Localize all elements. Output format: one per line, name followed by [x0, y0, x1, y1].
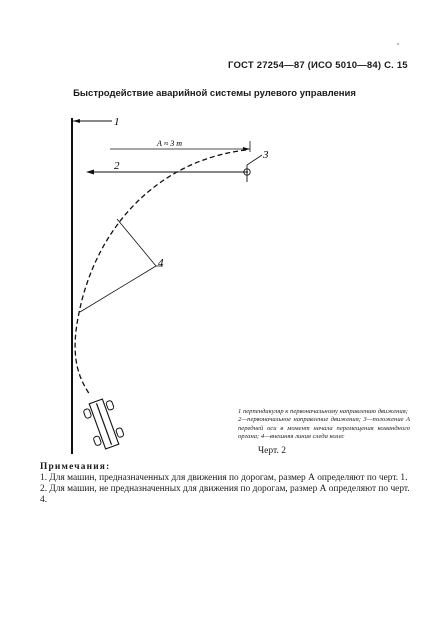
- note-item: 2. Для машин, не предназначенных для движения по дорогам, размер А определяют по черт. 4.: [40, 484, 410, 505]
- note-item: 1. Для машин, предназначенных для движения по дорогам, размер А определяют по черт. 1.: [40, 473, 408, 483]
- leader-line-3: [247, 155, 262, 165]
- arrowhead: [73, 119, 80, 123]
- arrowhead: [86, 170, 94, 175]
- wheel-track-curve: [75, 150, 246, 395]
- wheel: [106, 400, 115, 411]
- label-2: 2: [114, 160, 120, 172]
- vehicle: [82, 396, 127, 451]
- legend-line: 1 перпендикуляр к первоначальному направлению движения;: [238, 408, 408, 415]
- leader-line-4a: [117, 219, 156, 266]
- wheel: [83, 408, 92, 419]
- legend-line: 2—первоначальное направление движения; 3—положение А передней оси в момент начала перемещения командного органа; 4—внешняя линия следа колес: [238, 416, 410, 441]
- notes-title: Примечания:: [40, 462, 111, 472]
- figure-caption: Черт. 2: [258, 446, 286, 456]
- label-1: 1: [114, 116, 120, 128]
- wheel: [93, 436, 102, 447]
- dimension-label: А ≈ 3 m: [157, 139, 183, 148]
- speck: [397, 43, 398, 44]
- label-3: 3: [263, 149, 269, 161]
- label-4: 4: [158, 257, 164, 269]
- page-header: ГОСТ 27254—87 (ИСО 5010—84) С. 15: [228, 60, 408, 71]
- figure-title: Быстродействие аварийной системы рулевого управления: [73, 88, 356, 99]
- notes-block: [40, 462, 410, 506]
- wheel: [116, 427, 125, 438]
- figure-legend: [238, 408, 410, 442]
